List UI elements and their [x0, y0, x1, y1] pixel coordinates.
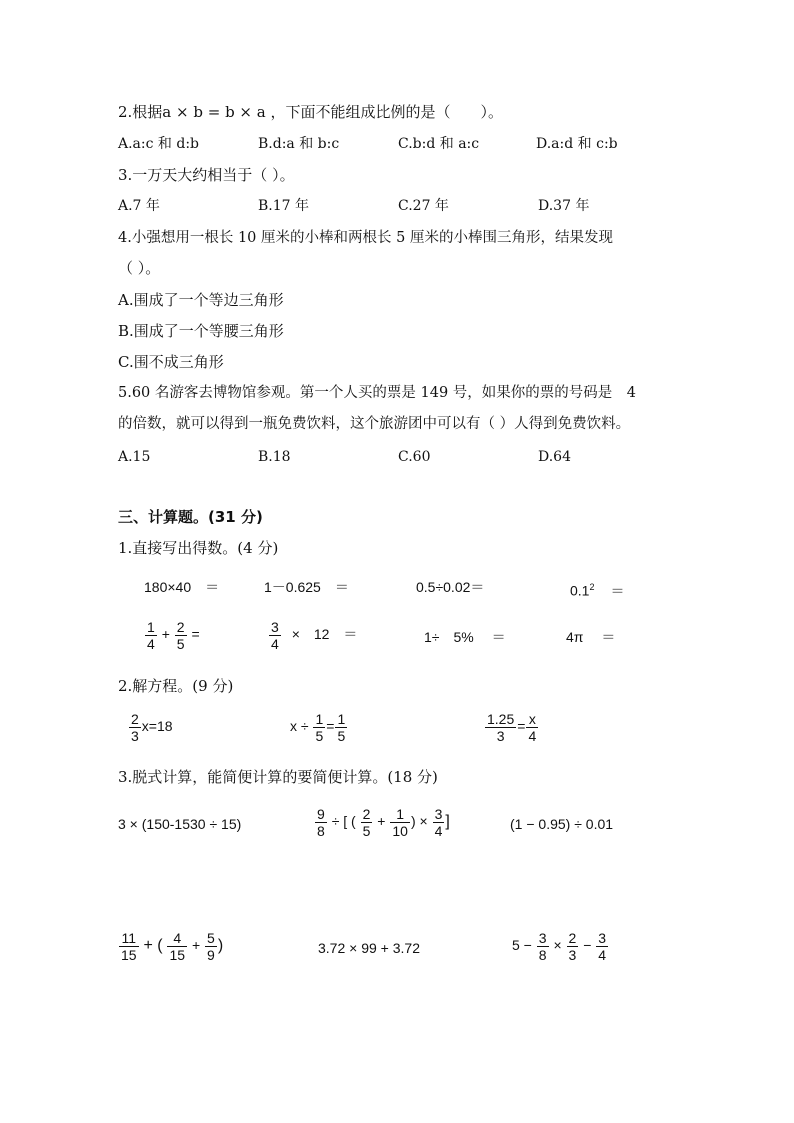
q4-option-b: B.围成了一个等腰三角形 [118, 322, 284, 340]
q4-option-a: A.围成了一个等边三角形 [118, 291, 284, 309]
calc-c2: $\frac{9}{8}$ ÷ [ ( $\frac{2}{5}$ + $\frac{1}{10}$ ) × $\frac{3}{4}$ ] [317, 806, 450, 839]
q3-option-d: D.37 年 [538, 198, 590, 214]
q3-option-b: B.17 年 [258, 198, 310, 214]
q5-option-b: B.18 [258, 449, 291, 465]
part1-title: 1.直接写出得数。(4 分) [118, 539, 279, 557]
calc-c4: $\frac{11}{15}$ + ( $\frac{4}{15}$ + $\frac{5}{9}$ ) [121, 930, 224, 963]
q2-option-d: D.a:d 和 c:b [536, 136, 618, 152]
q4-stem-line1: 4.小强想用一根长 10 厘米的小棒和两根长 5 厘米的小棒围三角形，结果发现 [118, 230, 613, 246]
q5-option-d: D.64 [538, 449, 571, 465]
calc-1-div-5pct: 1÷ 5% ＝ [424, 629, 506, 645]
q2-option-c: C.b:d 和 a:c [398, 136, 480, 152]
q2-stem: 2.根据a × b = b × a ，下面不能组成比例的是（ ）。 [118, 103, 503, 121]
q2-option-b: B.d:a 和 b:c [258, 136, 340, 152]
calc-fraction-sum: $\frac{1}{4}$ + $\frac{2}{5}$ = [147, 619, 200, 652]
q5-stem-line1: 5.60 名游客去博物馆参观。第一个人买的票是 149 号，如果你的票的号码是 4 [118, 385, 637, 401]
calc-c3: (1 − 0.95) ÷ 0.01 [510, 816, 614, 832]
q5-option-a: A.15 [118, 449, 151, 465]
calc-c5: 3.72 × 99 + 3.72 [318, 940, 420, 956]
q3-option-a: A.7 年 [118, 198, 160, 214]
equation-3: $\frac{1.25}{3}$ = $\frac{x}{4}$ [487, 711, 537, 744]
calc-c1: 3 × (150-1530 ÷ 15) [118, 816, 242, 832]
calc-01-squared: $0.1^2$ ＝ [570, 582, 625, 599]
q4-stem-line2: （ ）。 [118, 259, 161, 277]
q5-option-c: C.60 [398, 449, 431, 465]
q3-option-c: C.27 年 [398, 198, 449, 214]
calc-180x40: 180×40 ＝ [144, 579, 220, 595]
part2-title: 2.解方程。(9 分) [118, 677, 234, 695]
calc-c6: 5 − $\frac{3}{8}$ × $\frac{2}{3}$ − $\frac{3}{4}$ [512, 930, 607, 963]
equation-2: x ÷ $\frac{1}{5}$ = $\frac{1}{5}$ [290, 711, 346, 744]
calc-05-div-002: 0.5÷0.02＝ [416, 579, 485, 595]
q4-option-c: C.围不成三角形 [118, 353, 224, 371]
q5-stem-line2: 的倍数，就可以得到一瓶免费饮料，这个旅游团中可以有（ ）人得到免费饮料。 [118, 416, 631, 432]
part3-title: 3.脱式计算，能简便计算的要简便计算。(18 分) [118, 768, 438, 786]
calc-1-minus-0625: 1－0.625 ＝ [264, 579, 349, 595]
q3-stem: 3.一万天大约相当于（ ）。 [118, 166, 295, 184]
equation-1: $\frac{2}{3}$ x=18 [131, 711, 173, 744]
calc-fraction-times-12: $\frac{3}{4}$ × 12 ＝ [271, 619, 358, 652]
q2-option-a: A.a:c 和 d:b [118, 136, 200, 152]
calc-4pi: 4π ＝ [566, 629, 616, 645]
section3-title: 三、计算题。(31 分) [118, 508, 263, 526]
